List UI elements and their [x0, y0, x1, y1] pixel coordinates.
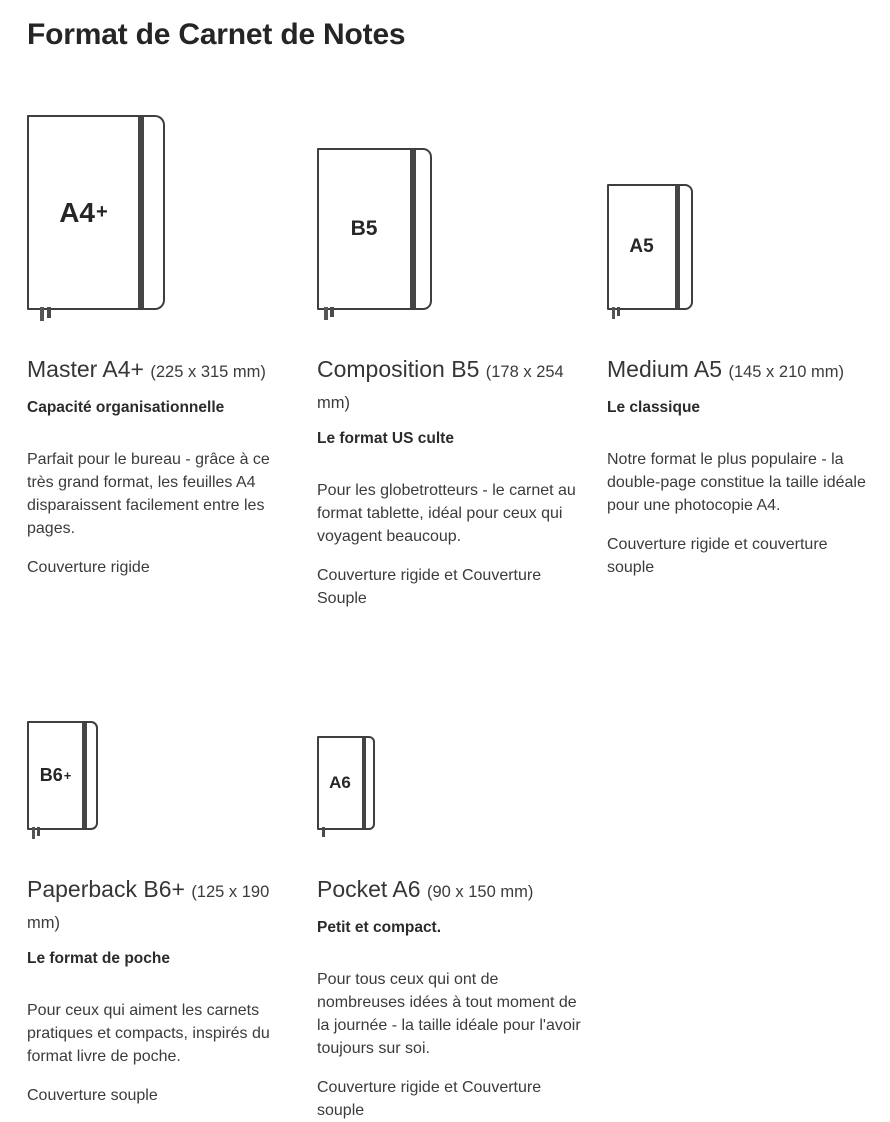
notebook-illustration-a5 — [607, 184, 693, 310]
page-title: Format de Carnet de Notes — [27, 18, 406, 51]
bookmark-ribbon-icon — [37, 827, 40, 836]
format-description: Notre format le plus populaire - la double-page constitue la taille idéale pour une photocopie A4. — [607, 451, 866, 514]
elastic-band-icon — [82, 723, 87, 828]
format-dimensions: (125 x 190 mm) — [27, 883, 270, 932]
format-description: Pour tous ceux qui ont de nombreuses idées à tout moment de la journée - la taille idéale pour l'avoir toujours sur soi. — [317, 971, 581, 1057]
format-name — [317, 875, 585, 906]
bookmark-ribbon-icon — [32, 827, 35, 839]
notebook-cover-label: A6 — [329, 773, 351, 792]
format-cover-options: Couverture rigide — [27, 559, 150, 576]
notebook-illustration-b5 — [317, 148, 432, 310]
illustration-area — [27, 115, 295, 310]
bookmark-ribbon-icon — [617, 307, 620, 316]
notebook-cover-label: B5 — [350, 217, 378, 240]
notebook-illustration-a4plus — [27, 115, 165, 310]
format-cover-options: Couverture rigide et couverture souple — [607, 536, 828, 576]
format-name-text: Medium A5 — [607, 356, 723, 382]
format-card-composition-b5 — [317, 52, 585, 610]
format-description: Parfait pour le bureau - grâce à ce très grand format, les feuilles A4 disparaissent facilement entre les pages. — [27, 451, 270, 537]
illustration-area — [317, 720, 585, 830]
bookmark-ribbon-icon — [612, 307, 615, 319]
bookmark-ribbon-icon — [324, 307, 328, 320]
format-cover-options: Couverture rigide et Couverture souple — [317, 1079, 542, 1119]
format-description: Pour ceux qui aiment les carnets pratiques et compacts, inspirés du format livre de poche. — [27, 1002, 270, 1065]
format-tagline: Le format US culte — [317, 430, 454, 447]
notebook-cover-label: B6 + — [39, 765, 72, 785]
format-card-paperback-b6plus — [27, 720, 295, 1122]
format-card-pocket-a6 — [317, 720, 585, 1122]
format-cover-options: Couverture rigide et Couverture Souple — [317, 567, 542, 607]
format-name-text: Paperback B6+ — [27, 876, 185, 902]
format-name — [317, 355, 585, 417]
bookmark-ribbon-icon — [47, 307, 51, 318]
format-cover-options: Couverture souple — [27, 1087, 158, 1104]
format-name-text: Composition B5 — [317, 356, 480, 382]
format-tagline: Le classique — [607, 399, 701, 416]
elastic-band-icon — [362, 738, 366, 828]
format-dimensions: (145 x 210 mm) — [728, 363, 844, 381]
illustration-area — [607, 115, 875, 310]
format-description: Pour les globetrotteurs - le carnet au format tablette, idéal pour ceux qui voyagent beaucoup. — [317, 482, 576, 545]
notebook-cover-label: A5 — [629, 236, 654, 257]
format-card-medium-a5 — [607, 52, 875, 610]
format-dimensions: (225 x 315 mm) — [150, 363, 266, 381]
format-name-text: Pocket A6 — [317, 876, 421, 902]
format-name — [27, 875, 295, 937]
format-dimensions: (90 x 150 mm) — [426, 883, 534, 901]
format-name — [27, 355, 295, 386]
format-card-master-a4plus — [27, 52, 295, 610]
format-name — [607, 355, 875, 386]
illustration-area — [27, 720, 295, 830]
formats-row-1 — [27, 52, 890, 610]
elastic-band-icon — [410, 150, 416, 308]
notebook-cover-label: A4 + — [59, 196, 108, 228]
elastic-band-icon — [675, 186, 680, 308]
format-name-text: Master A4+ — [27, 356, 144, 382]
format-dimensions: (178 x 254 mm) — [317, 363, 564, 412]
formats-row-2 — [27, 720, 890, 1122]
format-tagline: Capacité organisationnelle — [27, 399, 225, 416]
elastic-band-icon — [138, 117, 144, 308]
bookmark-ribbon-icon — [40, 307, 44, 321]
notebook-illustration-a6 — [317, 736, 375, 830]
bookmark-ribbon-icon — [322, 827, 325, 837]
bookmark-ribbon-icon — [330, 307, 334, 317]
illustration-area — [317, 115, 585, 310]
format-tagline: Le format de poche — [27, 950, 170, 967]
format-tagline: Petit et compact. — [317, 919, 442, 936]
notebook-illustration-b6plus — [27, 721, 98, 830]
